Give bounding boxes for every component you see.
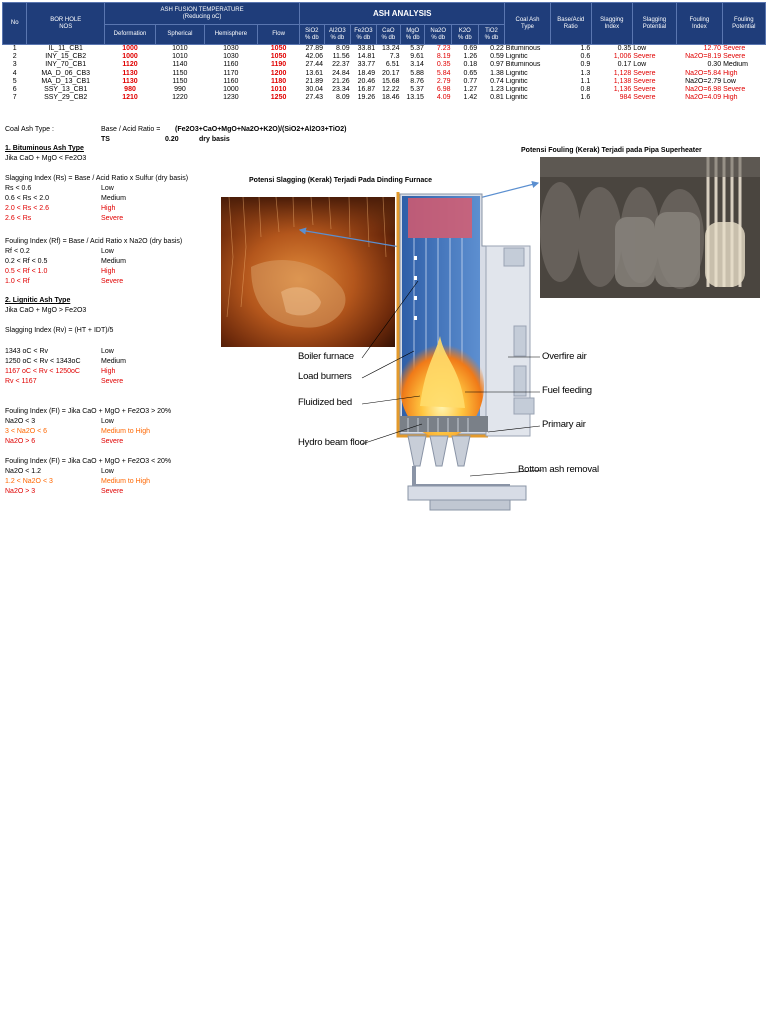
ts-basis: dry basis [199,136,230,143]
cell-sph: 1150 [172,69,188,77]
cell-ba: 0.6 [580,53,591,61]
base-acid-formula: (Fe2O3+CaO+MgO+Na2O+K2O)/(SiO2+Al2O3+TiO2) [175,126,347,133]
cell-bh: SSY_29_CB2 [44,94,88,102]
cell-sp: Severe [633,77,656,85]
cell-type: Lignitic [505,53,528,61]
lignitic-foul1-formula: Fouling Index (FI) = Jika CaO + MgO + Fe2O3 > 20% [5,408,172,415]
cell-mgo: 9.61 [410,53,424,61]
cell-k2o: 0.69 [463,45,478,52]
cell-sp: Low [633,45,647,52]
label-load-burners: Load burners [298,371,352,382]
cell-cao: 6.51 [385,61,400,69]
cell-hem: 1030 [223,45,239,52]
header-borehole: BOR HOLE NOS [27,3,105,45]
header-al2o3: Al2O3 % db [324,25,351,45]
level-text: Low [101,418,114,425]
cell-def: 1000 [122,53,138,61]
cell-bh: MA_D_13_CB1 [41,77,91,85]
bituminous-condition: Jika CaO + MgO < Fe2O3 [5,155,87,162]
cell-flow: 1050 [270,45,287,52]
cell-al2o3: 8.09 [336,45,350,52]
cell-mgo: 5.88 [410,69,424,77]
cell-def: 1130 [122,77,138,85]
cell-hem: 1030 [223,53,239,61]
cell-cao: 13.24 [382,45,400,52]
header-deformation: Deformation [105,25,156,45]
header-fe2o3: Fe2O3 % db [351,25,377,45]
range-text: Na2O < 1.2 [5,468,41,475]
cell-tio2: 1.38 [490,69,504,77]
level-text: Medium [101,258,126,265]
cell-bh: INY_15_CB2 [45,53,87,61]
cell-type: Lignitic [505,86,528,94]
label-boiler-furnace: Boiler furnace [298,351,354,362]
level-text: Severe [101,488,124,495]
level-text: Low [101,348,114,355]
level-text: Medium to High [101,428,151,435]
cell-type: Bituminous [505,61,541,69]
cell-na2o: 4.09 [436,94,451,102]
cell-al2o3: 21.26 [332,77,350,85]
cell-flow: 1180 [270,77,287,85]
cell-tio2: 0.59 [490,53,504,61]
level-text: Low [101,248,114,255]
bituminous-foul-formula: Fouling Index (Rf) = Base / Acid Ratio x Na2O (dry basis) [5,238,183,245]
cell-sp: Severe [633,69,656,77]
cell-mgo: 5.37 [410,86,424,94]
cell-fp: High [723,69,738,77]
cell-sio2: 21.89 [305,77,324,85]
level-text: Severe [101,278,124,285]
cell-sp: Low [633,61,647,69]
cell-ba: 0.9 [580,61,591,69]
cell-cao: 7.3 [389,53,400,61]
cell-bh: INY_70_CB1 [45,61,87,69]
level-text: High [101,205,116,212]
cell-si: 1,138 [613,77,632,85]
cell-al2o3: 24.84 [332,69,350,77]
cell-sio2: 27.44 [305,61,324,69]
header-base-acid-ratio: Base/Acid Ratio [550,3,591,45]
range-text: 1.0 < Rf [5,278,30,285]
cell-sph: 1220 [172,94,188,102]
cell-no: 5 [12,77,17,85]
cell-sph: 1140 [172,61,188,69]
cell-fe2o3: 14.81 [357,53,376,61]
header-flow: Flow [258,25,300,45]
label-primary-air: Primary air [542,419,586,430]
cell-no: 6 [12,86,17,94]
header-tio2: TiO2 % db [478,25,505,45]
cell-ba: 1.6 [580,94,591,102]
cell-flow: 1190 [270,61,287,69]
cell-fp: High [723,94,738,102]
lignitic-foul2-formula: Fouling Index (FI) = Jika CaO + MgO + Fe2O3 < 20% [5,458,172,465]
cell-flow: 1010 [270,86,287,94]
cell-fe2o3: 33.77 [357,61,376,69]
header-k2o: K2O % db [452,25,479,45]
cell-tio2: 0.74 [490,77,504,85]
bituminous-slag-formula: Slagging Index (Rs) = Base / Acid Ratio x Sulfur (dry basis) [5,175,189,182]
level-text: High [101,268,116,275]
cell-type: Lignitic [505,94,528,102]
header-ash-analysis: ASH ANALYSIS [300,3,505,25]
coal-ash-type-label: Coal Ash Type : [5,126,54,133]
level-text: High [101,368,116,375]
cell-def: 1000 [122,45,138,52]
range-text: 2.0 < Rs < 2.6 [5,205,49,212]
cell-mgo: 13.15 [406,94,424,102]
cell-sph: 1150 [172,77,188,85]
cell-sp: Severe [633,86,656,94]
cell-fe2o3: 20.46 [357,77,376,85]
cell-fe2o3: 16.87 [357,86,376,94]
range-text: Rs < 0.6 [5,185,32,192]
cell-fp: Medium [723,61,748,69]
cell-sp: Severe [633,53,656,61]
cell-sio2: 13.61 [305,69,324,77]
cell-cao: 18.46 [382,94,400,102]
cell-fp: Severe [723,86,746,94]
level-text: Low [101,468,114,475]
header-mgo: MgO % db [401,25,425,45]
cell-hem: 1160 [223,77,239,85]
cell-no: 3 [12,61,17,69]
header-coal-ash-type: Coal Ash Type [505,3,550,45]
cell-k2o: 1.27 [463,86,478,94]
cell-sio2: 30.04 [305,86,324,94]
header-ash-fusion-temperature: ASH FUSION TEMPERATURE (Reducing oC) [105,3,300,25]
label-bottom-ash-removal: Bottom ash removal [518,464,599,475]
level-text: Medium [101,358,126,365]
cell-si: 1,128 [613,69,632,77]
cell-fe2o3: 19.26 [357,94,376,102]
cell-no: 4 [12,69,17,77]
label-fluidized-bed: Fluidized bed [298,397,352,408]
range-text: Rv < 1167 [5,378,37,385]
cell-def: 1210 [122,94,138,102]
cell-def: 980 [124,86,136,94]
cell-tio2: 1.23 [490,86,504,94]
cell-si: 984 [619,94,632,102]
cell-si: 0.35 [617,45,632,52]
cell-ba: 0.8 [580,86,591,94]
cell-sio2: 27.89 [305,45,324,52]
cell-hem: 1160 [223,61,239,69]
cell-no: 1 [12,45,17,52]
cell-fp: Severe [723,45,746,52]
cell-fi: Na2O=4.09 [685,94,722,102]
header-na2o: Na2O % db [425,25,452,45]
cell-fi: 12.70 [703,45,722,52]
ts-label: TS [101,136,110,143]
lignitic-condition: Jika CaO + MgO > Fe2O3 [5,307,87,314]
cell-na2o: 8.19 [436,53,451,61]
header-fouling-index: Fouling Index [677,3,722,45]
cell-fi: Na2O=8.19 [685,53,722,61]
bituminous-title: 1. Bituminous Ash Type [5,145,84,152]
cell-def: 1120 [122,61,138,69]
cell-na2o: 6.98 [436,86,451,94]
header-sio2: SiO2 % db [300,25,324,45]
header-slagging-potential: Slagging Potential [632,3,676,45]
level-text: Low [101,185,114,192]
cell-al2o3: 11.56 [332,53,350,61]
range-text: 3 < Na2O < 6 [5,428,48,435]
cell-si: 0.17 [617,61,632,69]
base-acid-ratio-label: Base / Acid Ratio = [101,126,161,133]
cell-tio2: 0.22 [490,45,504,52]
header-slagging-index: Slagging Index [591,3,632,45]
cell-mgo: 8.76 [410,77,424,85]
fouling-caption: Potensi Fouling (Kerak) Terjadi pada Pipa Superheater [521,147,702,154]
cell-sph: 1010 [172,53,188,61]
cell-k2o: 0.77 [463,77,478,85]
range-text: Na2O > 6 [5,438,36,445]
header-spherical: Spherical [156,25,205,45]
range-text: 1343 oC < Rv [5,348,48,355]
lignitic-slag-formula: Slagging Index (Rv) = (HT + IDT)/5 [5,327,114,334]
range-text: Na2O > 3 [5,488,36,495]
cell-tio2: 0.81 [490,94,504,102]
cell-fi: Na2O=5.84 [685,69,722,77]
range-text: 0.6 < Rs < 2.0 [5,195,49,202]
cell-flow: 1250 [270,94,287,102]
header-cao: CaO % db [376,25,400,45]
cell-ba: 1.6 [580,45,591,52]
cell-bh: IL_11_CB1 [48,45,83,52]
range-text: 0.2 < Rf < 0.5 [5,258,48,265]
header-hemisphere: Hemisphere [204,25,257,45]
boiler-diagram [290,186,610,520]
level-text: Severe [101,215,124,222]
range-text: 1.2 < Na2O < 3 [5,478,53,485]
cell-type: Bituminous [505,45,541,52]
cell-flow: 1050 [270,53,287,61]
cell-k2o: 0.18 [463,61,478,69]
cell-k2o: 0.65 [463,69,478,77]
cell-k2o: 1.26 [463,53,478,61]
level-text: Medium [101,195,126,202]
cell-al2o3: 23.34 [332,86,350,94]
cell-fp: Low [723,77,736,85]
cell-hem: 1000 [223,86,239,94]
cell-sph: 1010 [172,45,188,52]
cell-fe2o3: 33.81 [357,45,376,52]
cell-fe2o3: 18.49 [357,69,376,77]
cell-k2o: 1.42 [463,94,478,102]
range-text: 1250 oC < Rv < 1343oC [5,358,81,365]
cell-sio2: 42.06 [305,53,324,61]
cell-type: Lignitic [505,69,528,77]
range-text: Rf < 0.2 [5,248,30,255]
cell-fi: Na2O=6.98 [685,86,722,94]
cell-fp: Severe [723,53,746,61]
cell-no: 2 [12,53,17,61]
cell-bh: SSY_13_CB1 [44,86,88,94]
cell-hem: 1230 [223,94,239,102]
label-overfire-air: Overfire air [542,351,587,362]
cell-na2o: 0.35 [436,61,451,69]
cell-mgo: 3.14 [410,61,424,69]
slagging-caption: Potensi Slagging (Kerak) Terjadi Pada Dinding Furnace [249,177,433,184]
cell-al2o3: 22.37 [332,61,350,69]
cell-ba: 1.1 [580,77,591,85]
cell-na2o: 2.79 [436,77,451,85]
label-fuel-feeding: Fuel feeding [542,385,592,396]
cell-si: 1,006 [613,53,632,61]
cell-al2o3: 8.09 [336,94,350,102]
cell-cao: 12.22 [382,86,400,94]
header-fouling-potential: Fouling Potential [722,3,765,45]
level-text: Severe [101,438,124,445]
cell-sph: 990 [174,86,186,94]
cell-def: 1130 [122,69,138,77]
cell-si: 1,136 [613,86,632,94]
range-text: 0.5 < Rf < 1.0 [5,268,48,275]
cell-na2o: 7.23 [436,45,451,52]
cell-mgo: 5.37 [410,45,424,52]
cell-fi: Na2O=2.79 [685,77,722,85]
range-text: 1167 oC < Rv < 1250oC [5,368,80,375]
cell-sp: Severe [633,94,656,102]
lignitic-title: 2. Lignitic Ash Type [5,297,71,304]
cell-sio2: 27.43 [305,94,324,102]
cell-fi: 0.30 [707,61,722,69]
ts-value: 0.20 [165,136,179,143]
level-text: Severe [101,378,124,385]
cell-tio2: 0.97 [490,61,504,69]
cell-flow: 1200 [270,69,287,77]
label-hydro-beam-floor: Hydro beam floor [298,437,368,448]
range-text: 2.6 < Rs [5,215,32,222]
cell-type: Lignitic [505,77,528,85]
cell-no: 7 [12,94,17,102]
cell-na2o: 5.84 [436,69,451,77]
header-no: No [3,3,27,45]
cell-hem: 1170 [223,69,239,77]
level-text: Medium to High [101,478,151,485]
cell-bh: MA_D_06_CB3 [41,69,91,77]
cell-cao: 20.17 [382,69,400,77]
cell-cao: 15.68 [382,77,400,85]
cell-ba: 1.3 [580,69,591,77]
range-text: Na2O < 3 [5,418,36,425]
